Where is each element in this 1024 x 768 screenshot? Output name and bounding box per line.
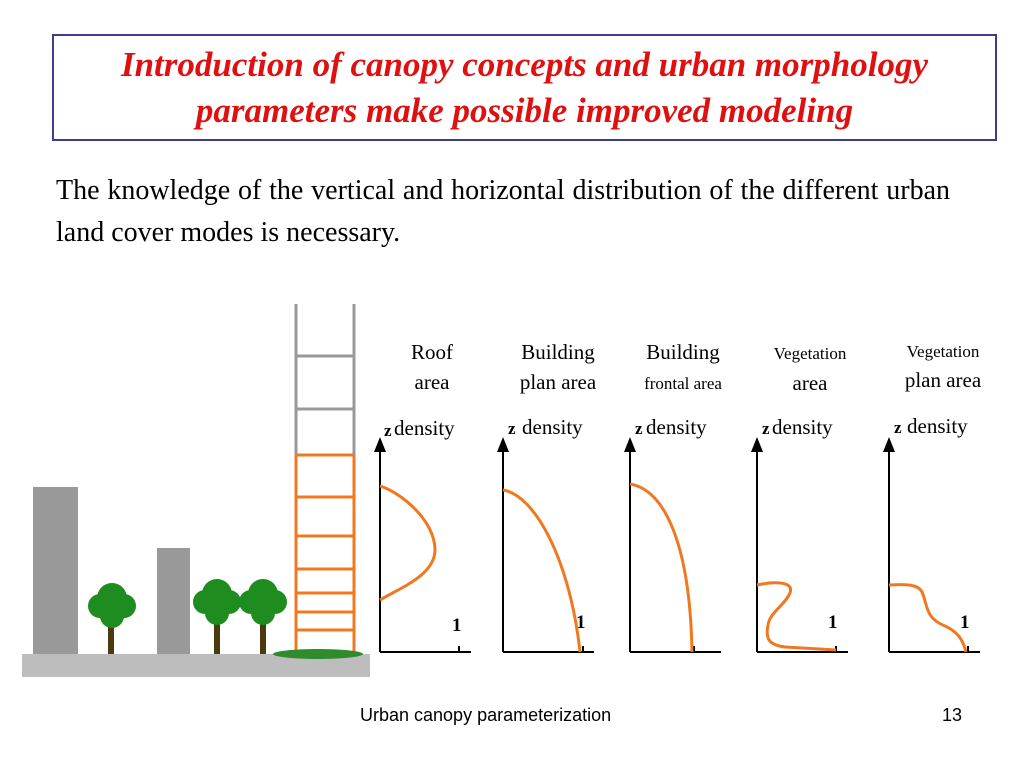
x-tick-label-1: 1 xyxy=(452,615,462,636)
x-tick-label-1: 1 xyxy=(576,612,586,633)
axis-z-label: z xyxy=(635,419,643,438)
profile-header-line1: Vegetation xyxy=(773,344,847,363)
x-tick-label-1: 1 xyxy=(960,612,970,633)
axis-density-label: density xyxy=(907,414,968,438)
density-curve xyxy=(757,583,836,650)
building-short xyxy=(157,548,190,654)
density-curve xyxy=(380,486,435,600)
profile-header-line2: plan area xyxy=(904,368,982,392)
z-axis-arrowhead xyxy=(751,437,763,452)
profile-vegetation-area xyxy=(751,344,848,652)
slide-title: Introduction of canopy concepts and urban morphology parameters make possible improved modeling xyxy=(120,45,929,130)
axis-z-label: z xyxy=(762,419,770,438)
axis-density-label: density xyxy=(522,415,583,439)
tree-2 xyxy=(193,579,241,654)
intro-text: The knowledge of the vertical and horizontal distribution of the different urban land cover modes is necessary. xyxy=(56,175,950,248)
urban-scene xyxy=(22,304,370,677)
profile-header-line1: Roof xyxy=(411,340,453,364)
canopy-layers-upper xyxy=(296,304,354,455)
x-tick-label-1: 1 xyxy=(828,612,838,633)
axis-z-label: z xyxy=(894,418,902,437)
z-axis-arrowhead xyxy=(624,437,636,452)
tree-1 xyxy=(88,583,136,654)
axis-z-label: z xyxy=(508,419,516,438)
axis-z-label: z xyxy=(384,421,392,440)
profile-header-line1: Building xyxy=(521,340,595,364)
page-number: 13 xyxy=(942,705,963,725)
density-curve xyxy=(889,585,966,652)
profile-header-line2: plan area xyxy=(519,370,597,394)
profile-roof-area xyxy=(374,340,471,652)
axis-density-label: density xyxy=(772,415,833,439)
profile-vegetation-plan-area xyxy=(883,342,982,652)
profile-header-line1: Vegetation xyxy=(906,342,980,361)
profile-header-line2: frontal area xyxy=(644,374,722,393)
density-curve xyxy=(503,490,580,652)
profile-header-line1: Building xyxy=(646,340,720,364)
axis-density-label: density xyxy=(646,415,707,439)
grass-patch xyxy=(273,649,363,659)
z-axis-arrowhead xyxy=(497,437,509,452)
building-tall xyxy=(33,487,78,654)
profile-header-line2: area xyxy=(792,371,828,395)
canopy-layers-lower xyxy=(296,455,354,652)
profile-header-line2: area xyxy=(414,370,450,394)
z-axis-arrowhead xyxy=(883,437,895,452)
profile-building-frontal-area xyxy=(624,340,722,652)
density-curve xyxy=(630,484,692,652)
profile-building-plan-area xyxy=(497,340,597,652)
axis-density-label: density xyxy=(394,416,455,440)
tree-3 xyxy=(239,579,287,654)
footer-caption: Urban canopy parameterization xyxy=(360,705,612,725)
